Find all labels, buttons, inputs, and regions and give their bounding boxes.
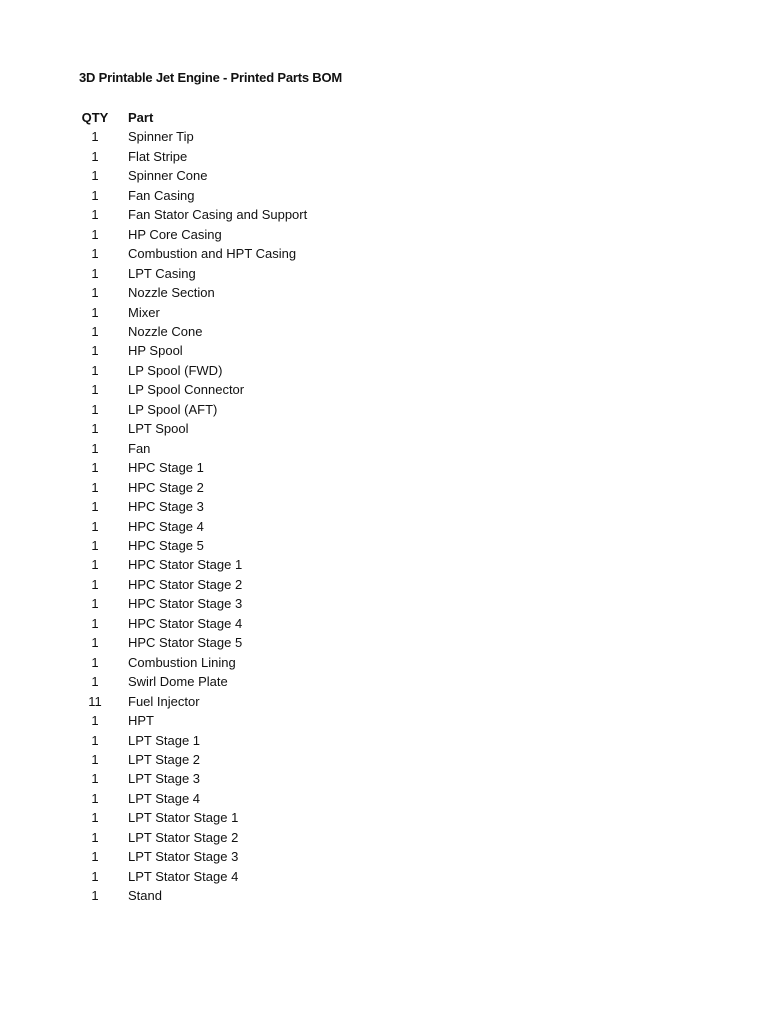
table-row xyxy=(78,458,307,477)
part-cell: HPC Stage 5 xyxy=(128,537,204,553)
part-cell: HPT xyxy=(128,713,154,729)
bom-table xyxy=(78,108,307,906)
qty-cell: 1 xyxy=(91,440,99,456)
part-cell: Nozzle Section xyxy=(128,285,215,301)
part-cell: LPT Spool xyxy=(128,421,189,437)
part-cell: HPC Stage 3 xyxy=(128,499,204,515)
qty-cell: 1 xyxy=(91,323,99,339)
qty-cell: 1 xyxy=(91,810,99,826)
part-cell: Spinner Cone xyxy=(128,168,208,184)
qty-cell: 1 xyxy=(91,771,99,787)
table-row xyxy=(78,225,307,244)
table-row xyxy=(78,575,307,594)
part-cell: HPC Stator Stage 5 xyxy=(128,635,243,651)
qty-cell: 1 xyxy=(91,479,99,495)
part-cell: Fuel Injector xyxy=(128,693,200,709)
part-cell: LPT Stage 1 xyxy=(128,732,201,748)
qty-cell: 1 xyxy=(91,168,99,184)
part-cell: LP Spool (AFT) xyxy=(128,401,218,417)
table-row xyxy=(78,497,307,516)
qty-cell: 1 xyxy=(91,226,99,242)
part-cell: HPC Stator Stage 3 xyxy=(128,596,243,612)
qty-cell: 1 xyxy=(91,246,99,262)
qty-cell: 1 xyxy=(91,557,99,573)
table-row xyxy=(78,633,307,652)
table-row xyxy=(78,244,307,263)
part-cell: LPT Casing xyxy=(128,265,196,281)
table-row xyxy=(78,147,307,166)
part-cell: Combustion and HPT Casing xyxy=(128,246,297,262)
qty-cell: 1 xyxy=(91,751,99,767)
part-cell: LPT Stator Stage 2 xyxy=(128,829,239,845)
qty-cell: 1 xyxy=(91,518,99,534)
part-cell: HPC Stage 1 xyxy=(128,460,204,476)
part-cell: HPC Stator Stage 1 xyxy=(128,557,243,573)
part-cell: Fan Casing xyxy=(128,187,195,203)
table-row xyxy=(78,614,307,633)
qty-cell: 1 xyxy=(91,421,99,437)
qty-cell: 1 xyxy=(91,732,99,748)
table-row xyxy=(78,672,307,691)
qty-cell: 1 xyxy=(91,713,99,729)
table-row xyxy=(78,711,307,730)
part-cell: Fan xyxy=(128,440,151,456)
table-row xyxy=(78,517,307,536)
part-cell: HPC Stator Stage 2 xyxy=(128,576,243,592)
qty-cell: 1 xyxy=(91,460,99,476)
part-cell: Stand xyxy=(128,888,162,904)
part-cell: HP Spool xyxy=(128,343,183,359)
part-cell: LPT Stator Stage 1 xyxy=(128,810,239,826)
qty-cell: 1 xyxy=(91,304,99,320)
part-cell: Swirl Dome Plate xyxy=(128,674,228,690)
table-row xyxy=(78,692,307,711)
part-cell: HPC Stator Stage 4 xyxy=(128,615,243,631)
qty-cell: 1 xyxy=(91,207,99,223)
qty-cell: 1 xyxy=(91,285,99,301)
part-cell: HPC Stage 4 xyxy=(128,518,204,534)
qty-cell: 1 xyxy=(91,635,99,651)
table-row xyxy=(78,478,307,497)
qty-cell: 1 xyxy=(91,148,99,164)
table-row xyxy=(78,789,307,808)
table-row xyxy=(78,419,307,438)
qty-column-header: QTY xyxy=(81,110,109,125)
table-row xyxy=(78,439,307,458)
qty-cell: 1 xyxy=(91,265,99,281)
qty-cell: 1 xyxy=(91,499,99,515)
part-cell: LPT Stage 4 xyxy=(128,790,201,806)
table-header-row xyxy=(78,108,307,127)
table-row xyxy=(78,205,307,224)
part-cell: HP Core Casing xyxy=(128,226,222,242)
table-row xyxy=(78,808,307,827)
table-row xyxy=(78,322,307,341)
qty-cell: 1 xyxy=(91,129,99,145)
table-row xyxy=(78,166,307,185)
qty-cell: 1 xyxy=(91,382,99,398)
part-cell: Nozzle Cone xyxy=(128,323,203,339)
qty-cell: 1 xyxy=(91,576,99,592)
table-row xyxy=(78,361,307,380)
table-row xyxy=(78,828,307,847)
part-column-header: Part xyxy=(128,110,154,125)
part-cell: Spinner Tip xyxy=(128,129,194,145)
table-row xyxy=(78,127,307,146)
qty-cell: 1 xyxy=(91,654,99,670)
table-row xyxy=(78,400,307,419)
table-row xyxy=(78,555,307,574)
part-cell: LPT Stator Stage 4 xyxy=(128,868,239,884)
table-row xyxy=(78,867,307,886)
part-cell: Mixer xyxy=(128,304,160,320)
table-row xyxy=(78,380,307,399)
table-row xyxy=(78,731,307,750)
qty-cell: 1 xyxy=(91,790,99,806)
table-row xyxy=(78,653,307,672)
part-cell: Flat Stripe xyxy=(128,148,188,164)
qty-cell: 1 xyxy=(91,674,99,690)
table-row xyxy=(78,341,307,360)
qty-cell: 1 xyxy=(91,401,99,417)
part-cell: HPC Stage 2 xyxy=(128,479,204,495)
table-row xyxy=(78,536,307,555)
part-cell: Fan Stator Casing and Support xyxy=(128,207,308,223)
table-row xyxy=(78,303,307,322)
table-row xyxy=(78,847,307,866)
table-row xyxy=(78,594,307,613)
table-row xyxy=(78,264,307,283)
qty-cell: 1 xyxy=(91,187,99,203)
table-row xyxy=(78,186,307,205)
part-cell: LP Spool Connector xyxy=(128,382,245,398)
qty-cell: 11 xyxy=(88,693,102,709)
qty-cell: 1 xyxy=(91,849,99,865)
qty-cell: 1 xyxy=(91,343,99,359)
qty-cell: 1 xyxy=(91,537,99,553)
part-cell: LPT Stage 3 xyxy=(128,771,201,787)
qty-cell: 1 xyxy=(91,615,99,631)
table-row xyxy=(78,886,307,905)
table-row xyxy=(78,769,307,788)
bom-table-body xyxy=(78,127,307,905)
qty-cell: 1 xyxy=(91,596,99,612)
qty-cell: 1 xyxy=(91,362,99,378)
part-cell: LPT Stage 2 xyxy=(128,751,201,767)
table-row xyxy=(78,283,307,302)
part-cell: LPT Stator Stage 3 xyxy=(128,849,239,865)
table-row xyxy=(78,750,307,769)
part-cell: LP Spool (FWD) xyxy=(128,362,223,378)
qty-cell: 1 xyxy=(91,829,99,845)
part-cell: Combustion Lining xyxy=(128,654,236,670)
qty-cell: 1 xyxy=(91,868,99,884)
qty-cell: 1 xyxy=(91,888,99,904)
document-title: 3D Printable Jet Engine - Printed Parts BOM xyxy=(79,70,343,85)
